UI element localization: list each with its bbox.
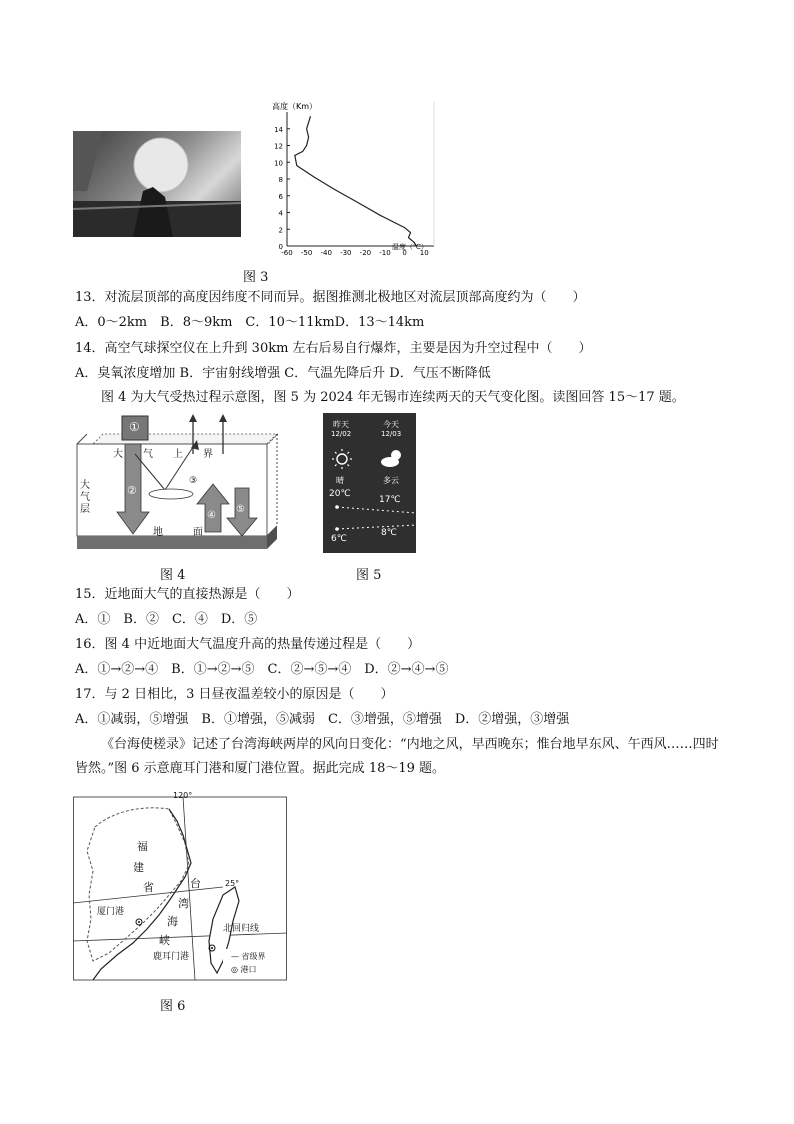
map-label-xia: 峡 [159,934,170,947]
figure-3-caption: 图 3 [243,270,269,285]
cloud-icon [149,489,193,499]
meridian-label: 120° [173,791,193,800]
question-15-options: A．① B．② C．④ D．⑤ [75,612,258,627]
question-13-stem: 13．对流层顶部的高度因纬度不同而异。据图推测北极地区对流层顶部高度约为（ ） [75,290,586,305]
chart-ylabel: 高度（Km） [272,102,318,111]
question-17-stem: 17．与 2 日相比，3 日昼夜温差较小的原因是（ ） [75,687,394,702]
weather-card [323,413,416,553]
map-label-sheng: 省 [143,881,154,894]
label-atmosphere: 大气层 [80,480,90,515]
x-tick-label: 10 [419,249,429,257]
label-n4: ④ [207,510,216,521]
day1-label: 昨天 [333,420,349,429]
map-label-tai: 台 [190,877,201,890]
sun-icon [332,449,352,469]
day1-date: 12/02 [331,430,352,438]
question-14-options: A．臭氧浓度增加 B．宇宙射线增强 C．气温先降后升 D．气压不断降低 [75,366,491,381]
day2-label: 今天 [383,420,399,429]
map-label-wan: 湾 [178,897,189,910]
label-n1: ① [129,420,140,434]
y-tick-label: 12 [274,142,283,151]
figure-4-caption: 图 4 [160,568,186,583]
y-tick-label: 8 [278,176,283,184]
partly-cloudy-icon [381,450,401,467]
question-17-options: A．①减弱，⑤增强 B．①增强，⑤减弱 C．③增强，⑤增强 D．②增强，③增强 [75,712,570,727]
y-tick-label: 10 [274,159,283,168]
label-ground: 地 面 [153,527,203,538]
xiamen-port-label: 厦门港 [97,907,125,917]
day1-low: 6℃ [331,534,347,544]
map-label-hai: 海 [167,915,178,928]
legend-port: ◎ 港口 [231,965,257,974]
y-tick-label: 0 [278,243,283,251]
question-16-options: A．①→②→④ B．①→②→⑤ C．②→⑤→④ D．②→④→⑤ [75,662,449,677]
day2-high: 17℃ [379,495,401,505]
map-label-jian: 建 [133,861,144,874]
x-tick-label: -20 [359,249,372,257]
x-tick-label: -10 [379,249,391,257]
intro-18-19: 《台海使槎录》记述了台湾海峡两岸的风向日变化：“内地之风，早西晚东；惟台地早东风、午西风……四时皆然。”图 6 示意鹿耳门港和厦门港位置。据此完成 18～19 题。 [75,737,719,776]
tropic-label: 北回归线 [223,924,260,934]
x-tick-label: -30 [340,249,352,257]
y-tick-label: 14 [274,125,283,134]
balloon-launch-photo [73,131,241,237]
x-tick-label: -50 [300,249,313,257]
x-tick-label: -60 [281,249,293,257]
label-n5: ⑤ [236,504,245,515]
luermen-port-label: 鹿耳门港 [153,952,190,962]
legend-border: — 省级界 [231,952,266,961]
intro-15-17: 图 4 为大气受热过程示意图，图 5 为 2024 年无锡市连续两天的天气变化图。读图回答 15～17 题。 [101,390,685,405]
question-15-stem: 15．近地面大气的直接热源是（ ） [75,587,300,602]
temperature-profile-line [295,116,417,246]
x-tick-label: 0 [402,249,407,257]
day2-low: 8℃ [381,528,397,538]
weather-balloon [134,138,188,192]
day2-date: 12/03 [381,430,402,438]
x-tick-label: -40 [320,249,332,257]
day1-weather: 晴 [336,476,344,485]
label-n3: ③ [189,476,198,486]
y-tick-label: 4 [278,209,283,218]
day1-high: 20℃ [329,489,351,499]
y-tick-label: 6 [278,192,283,201]
atmospheric-heating-diagram [73,414,278,562]
taiwan-strait-map [73,791,287,981]
label-upper-boundary: 大 气 上 界 [113,449,213,460]
label-n2: ② [127,484,137,497]
question-16-stem: 16．图 4 中近地面大气温度升高的热量传递过程是（ ） [75,637,421,652]
figure-6-caption: 图 6 [160,999,186,1014]
map-label-fu: 福 [137,840,148,853]
question-13-options: A．0～2km B．8～9km C．10～11kmD．13～14km [75,315,425,330]
day2-weather: 多云 [383,476,399,485]
latitude-label: 25° [225,879,240,888]
question-14-stem: 14．高空气球探空仪在上升到 30km 左右后易自行爆炸，主要是因为升空过程中（ ） [75,341,592,356]
chart-xlabel: 温度（℃） [392,243,428,251]
altitude-temperature-chart [262,98,442,260]
y-tick-label: 2 [278,226,283,235]
figure-5-caption: 图 5 [356,568,382,583]
